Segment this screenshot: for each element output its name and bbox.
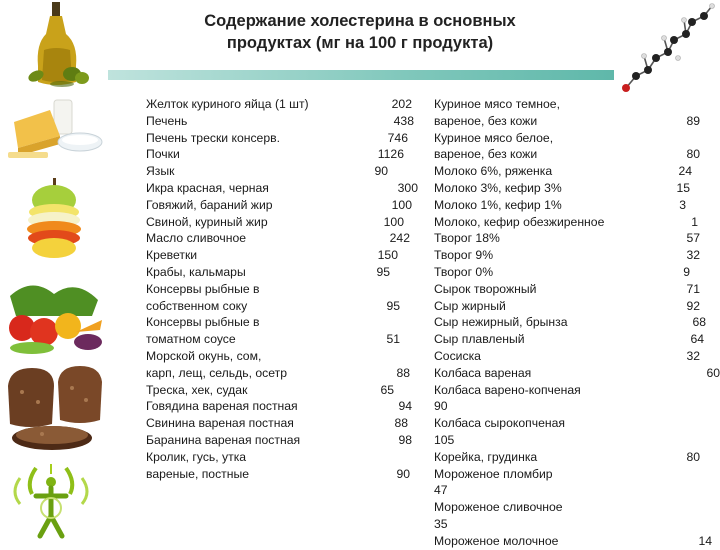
cholesterol-value: 438 xyxy=(393,113,414,128)
cholesterol-value: 68 xyxy=(692,315,706,330)
cholesterol-value: 1 xyxy=(691,214,698,229)
cholesterol-value: 51 xyxy=(386,332,400,347)
product-name: Колбаса варено-копченая xyxy=(434,382,581,397)
product-name: Молоко 1%, кефир 1% xyxy=(434,197,562,212)
table-row xyxy=(434,499,714,516)
sliced-fruit-stack-icon xyxy=(20,176,90,266)
product-name: 90 xyxy=(434,399,448,414)
product-name: Печень xyxy=(146,113,188,128)
product-name: Морской окунь, сом, xyxy=(146,349,262,363)
table-row xyxy=(146,96,416,113)
product-name: Кролик, гусь, утка xyxy=(146,449,247,464)
table-row xyxy=(434,146,714,163)
cholesterol-value: 94 xyxy=(398,399,412,414)
table-row xyxy=(146,230,416,247)
table-row xyxy=(146,146,416,163)
table-row xyxy=(434,214,714,231)
product-name: Свинина вареная постная xyxy=(146,416,294,431)
cholesterol-value: 9 xyxy=(683,265,690,279)
table-row xyxy=(434,415,714,432)
product-name: Сыр плавленый xyxy=(434,332,525,347)
rye-bread-icon xyxy=(2,362,106,454)
product-name: Мороженое молочное xyxy=(434,533,559,548)
table-row xyxy=(434,130,714,147)
vegetables-icon xyxy=(2,276,106,356)
table-row xyxy=(434,466,714,483)
table-row xyxy=(434,281,714,298)
table-row xyxy=(434,230,714,247)
product-name: Масло сливочное xyxy=(146,231,247,246)
product-name: Почки xyxy=(146,147,180,162)
table-row xyxy=(434,298,714,315)
page-title xyxy=(150,10,570,54)
product-name: Печень трески консерв. xyxy=(146,130,280,145)
table-row xyxy=(434,365,720,382)
table-row xyxy=(434,247,714,264)
table-row xyxy=(434,197,714,214)
table-row xyxy=(146,415,416,432)
cholesterol-value: 150 xyxy=(377,248,398,263)
product-name: Молоко 6%, ряженка xyxy=(434,164,553,179)
table-row xyxy=(146,298,416,315)
cholesterol-value: 71 xyxy=(686,281,700,296)
product-name: Язык xyxy=(146,164,175,179)
cholesterol-value: 32 xyxy=(686,248,700,263)
cholesterol-value: 57 xyxy=(686,231,700,246)
product-name: Куриное мясо белое, xyxy=(434,130,554,145)
cholesterol-value: 60 xyxy=(706,365,720,380)
table-row xyxy=(146,163,416,180)
cholesterol-molecule-icon xyxy=(612,0,720,100)
cholesterol-value: 100 xyxy=(391,197,412,212)
cholesterol-value: 65 xyxy=(380,382,394,397)
product-name: Молоко 3%, кефир 3% xyxy=(434,181,562,195)
cholesterol-value: 15 xyxy=(676,181,690,195)
product-name: Творог 9% xyxy=(434,248,494,263)
product-name: карп, лещ, сельдь, осетр xyxy=(146,365,287,380)
product-name: Консервы рыбные в xyxy=(146,315,260,330)
product-name: Консервы рыбные в xyxy=(146,281,260,296)
product-name: Сыр жирный xyxy=(434,298,506,313)
product-name: Говяжий, бараний жир xyxy=(146,197,273,212)
cholesterol-value: 92 xyxy=(686,298,700,313)
product-name: собственном соку xyxy=(146,298,248,313)
table-row xyxy=(434,264,714,281)
table-row xyxy=(146,197,416,214)
table-row xyxy=(434,113,714,130)
product-name: 47 xyxy=(434,483,448,498)
cholesterol-value: 89 xyxy=(686,113,700,128)
product-name: Креветки xyxy=(146,248,198,263)
table-row xyxy=(434,314,714,331)
table-row xyxy=(146,432,416,449)
table-row xyxy=(146,247,416,264)
product-name: Треска, хек, судак xyxy=(146,382,248,397)
table-row xyxy=(146,180,416,197)
cholesterol-value: 64 xyxy=(690,332,704,347)
product-name: Творог 18% xyxy=(434,231,500,246)
cholesterol-value: 95 xyxy=(386,298,400,313)
product-name: Икра красная, черная xyxy=(146,181,269,195)
product-name: Свиной, куриный жир xyxy=(146,214,268,229)
product-name: вареные, постные xyxy=(146,466,250,481)
table-row xyxy=(146,466,416,483)
table-row xyxy=(434,482,714,499)
cholesterol-value: 90 xyxy=(396,466,410,481)
table-row xyxy=(146,449,416,466)
cholesterol-value: 80 xyxy=(686,449,700,464)
title-line-2: продуктах (мг на 100 г продукта) xyxy=(226,34,494,52)
table-row xyxy=(434,348,714,365)
cholesterol-value: 24 xyxy=(678,164,692,179)
table-row xyxy=(434,516,714,533)
product-name: Сыр нежирный, брынза xyxy=(434,315,568,330)
product-name: Сосиска xyxy=(434,349,481,363)
product-name: Молоко, кефир обезжиренное xyxy=(434,214,605,229)
product-name: Куриное мясо темное, xyxy=(434,97,560,111)
table-row xyxy=(434,533,714,550)
title-underline-bar xyxy=(108,70,614,80)
product-name: Крабы, кальмары xyxy=(146,265,246,279)
cholesterol-value: 98 xyxy=(398,433,412,447)
product-name: Колбаса сырокопченая xyxy=(434,416,565,431)
table-row xyxy=(434,96,714,113)
cholesterol-value: 14 xyxy=(698,533,712,548)
cholesterol-value: 88 xyxy=(396,365,410,380)
table-row xyxy=(434,180,714,197)
title-line-1: Содержание холестерина в основных xyxy=(204,12,516,30)
cholesterol-value: 300 xyxy=(397,181,418,195)
left-cholesterol-column xyxy=(146,96,416,496)
yoga-figure-icon xyxy=(6,460,96,540)
table-row xyxy=(146,130,416,147)
product-name: Говядина вареная постная xyxy=(146,399,298,414)
cholesterol-value: 32 xyxy=(686,349,700,363)
product-name: Мороженое пломбир xyxy=(434,466,553,481)
cholesterol-value: 100 xyxy=(383,214,404,229)
cholesterol-value: 1126 xyxy=(377,147,404,162)
cholesterol-value: 242 xyxy=(389,231,410,246)
table-row xyxy=(146,398,416,415)
product-name: Корейка, грудинка xyxy=(434,449,538,464)
olive-oil-bottle-icon xyxy=(22,0,92,90)
cholesterol-value: 95 xyxy=(376,265,390,279)
cholesterol-value: 80 xyxy=(686,147,700,162)
table-row xyxy=(434,449,714,466)
product-name: 105 xyxy=(434,433,455,447)
product-name: Творог 0% xyxy=(434,265,494,279)
table-row xyxy=(434,331,714,348)
product-name: вареное, без кожи xyxy=(434,147,538,162)
table-row xyxy=(434,163,714,180)
table-row xyxy=(434,432,714,449)
product-name: Баранина вареная постная xyxy=(146,433,301,447)
product-name: 35 xyxy=(434,517,448,531)
table-row xyxy=(146,281,416,298)
cholesterol-value: 3 xyxy=(679,197,686,212)
table-row xyxy=(146,264,416,281)
table-row xyxy=(146,214,416,231)
product-name: Сырок творожный xyxy=(434,281,537,296)
table-row xyxy=(146,314,416,331)
cholesterol-value: 88 xyxy=(394,416,408,431)
table-row xyxy=(146,382,416,399)
table-row xyxy=(434,398,714,415)
table-row xyxy=(146,365,416,382)
cholesterol-value: 90 xyxy=(374,164,388,179)
product-name: Мороженое сливочное xyxy=(434,500,563,515)
product-name: томатном соусе xyxy=(146,332,236,347)
table-row xyxy=(146,348,416,365)
cholesterol-value: 202 xyxy=(391,97,412,111)
table-row xyxy=(434,382,714,399)
product-name: Желток куриного яйца (1 шт) xyxy=(146,97,309,111)
illustration-sidebar xyxy=(0,0,108,540)
product-name: Колбаса вареная xyxy=(434,365,532,380)
cheese-and-milk-icon xyxy=(4,96,104,166)
cholesterol-value: 746 xyxy=(387,130,408,145)
right-cholesterol-column xyxy=(434,96,720,548)
product-name: вареное, без кожи xyxy=(434,113,538,128)
table-row xyxy=(146,113,416,130)
table-row xyxy=(146,331,416,348)
